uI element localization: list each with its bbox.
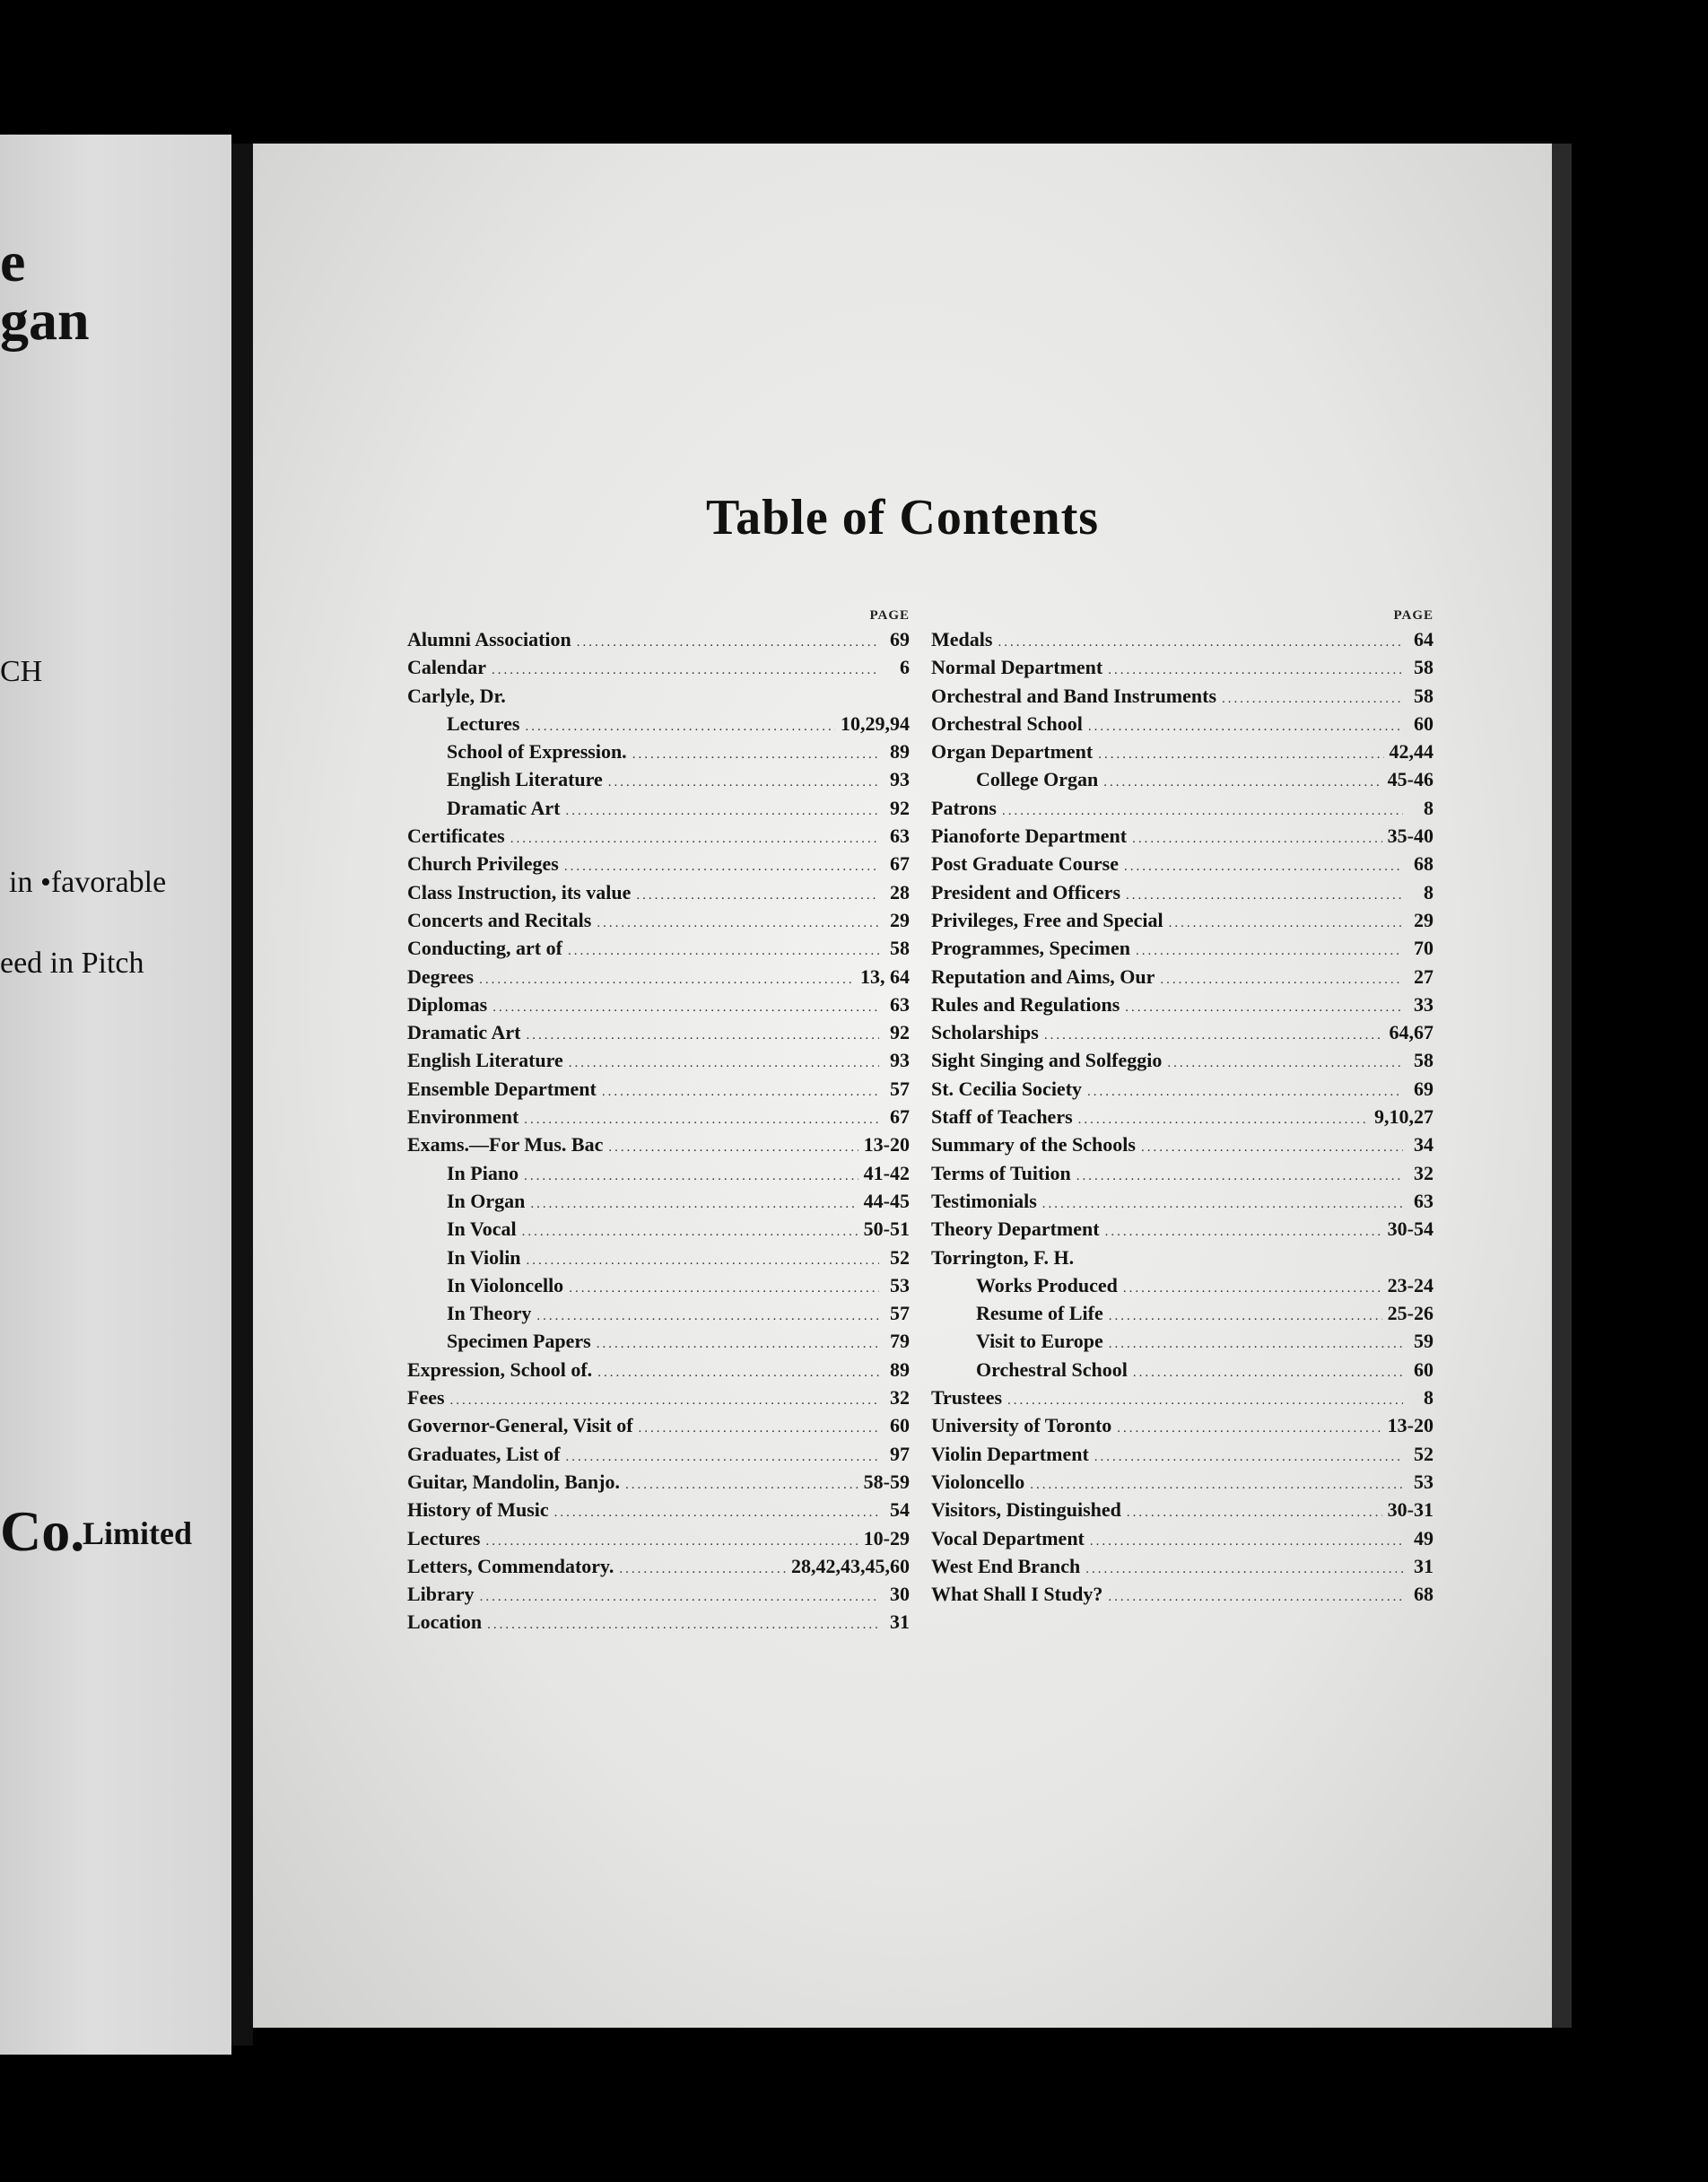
toc-entry-label: Environment — [407, 1105, 519, 1129]
toc-entry-label: President and Officers — [931, 880, 1121, 903]
toc-entry-page: 10-29 — [863, 1526, 910, 1549]
toc-entry-page: 13, 64 — [860, 964, 910, 988]
toc-entry-page: 70 — [1414, 937, 1434, 960]
toc-entry — [407, 934, 910, 962]
dot-leader — [1222, 685, 1403, 713]
toc-entry-page: 10,29,94 — [841, 711, 910, 735]
toc-entry-page: 68 — [1414, 1583, 1434, 1606]
page-column-header: PAGE — [869, 608, 910, 623]
toc-entry-label: What Shall I Study? — [931, 1583, 1103, 1606]
toc-entry-label: Dramatic Art — [447, 796, 561, 819]
toc-entry-label: Fees — [407, 1386, 445, 1410]
toc-entry — [931, 1130, 1434, 1158]
dot-leader — [639, 1415, 879, 1443]
toc-entry-label: Patrons — [931, 796, 997, 819]
toc-entry-page: 45-46 — [1387, 768, 1434, 791]
toc-entry-label: University of Toronto — [931, 1414, 1112, 1437]
toc-entry-label: Terms of Tuition — [931, 1161, 1071, 1184]
toc-entry-page: 63 — [1414, 1189, 1434, 1212]
toc-entry-page: 25-26 — [1387, 1302, 1434, 1325]
toc-entry-label: Diplomas — [407, 992, 488, 1016]
toc-entry-label: Testimonials — [931, 1189, 1037, 1212]
toc-entry — [931, 1215, 1434, 1243]
toc-entry-page: 69 — [1414, 1077, 1434, 1100]
toc-entry-page: 27 — [1414, 964, 1434, 988]
dot-leader — [625, 1471, 858, 1499]
toc-entry — [931, 934, 1434, 962]
toc-entry-label: Degrees — [407, 964, 475, 988]
toc-entry-label: Class Instruction, its value — [407, 880, 632, 903]
dot-leader — [487, 1611, 879, 1639]
page-edge-shadow — [1552, 144, 1572, 2028]
toc-entry — [931, 1271, 1434, 1299]
dot-leader — [569, 1050, 879, 1078]
toc-entry-label: Conducting, art of — [407, 937, 562, 960]
toc-entry-page: 64 — [1414, 628, 1434, 650]
toc-entry-page: 30-54 — [1387, 1218, 1434, 1241]
toc-entry — [931, 991, 1434, 1018]
toc-entry — [407, 1496, 910, 1523]
toc-entry-page: 32 — [890, 1386, 910, 1410]
toc-entry-label: Scholarships — [931, 1021, 1039, 1044]
facing-page-text: CH — [0, 655, 43, 688]
toc-entry — [407, 1552, 910, 1580]
toc-entry-label: Trustees — [931, 1386, 1003, 1410]
toc-entry — [407, 1524, 910, 1552]
dot-leader — [1136, 938, 1403, 965]
toc-entry-label: Works Produced — [976, 1273, 1118, 1296]
toc-entry-label: School of Expression. — [447, 740, 627, 764]
toc-entry-label: Letters, Commendatory. — [407, 1554, 614, 1577]
toc-entry-page: 58 — [890, 937, 910, 960]
toc-entry-label: Reputation and Aims, Our — [931, 964, 1155, 988]
toc-entry-label: Specimen Papers — [447, 1330, 591, 1353]
toc-entry-page: 57 — [890, 1302, 910, 1325]
toc-entry-label: Concerts and Recitals — [407, 908, 592, 931]
toc-entry-page: 42,44 — [1389, 740, 1434, 764]
toc-entry-label: Expression, School of. — [407, 1357, 593, 1381]
facing-page-text: Limited — [83, 1515, 192, 1551]
toc-entry — [407, 878, 910, 906]
toc-entry-page: 13-20 — [1387, 1414, 1434, 1437]
toc-entry-page: 53 — [1414, 1470, 1434, 1493]
toc-entry-page: 52 — [890, 1245, 910, 1269]
dot-leader — [510, 825, 879, 853]
toc-entry — [407, 1159, 910, 1187]
toc-entry — [931, 906, 1434, 934]
toc-entry — [407, 1468, 910, 1496]
toc-entry-label: Pianoforte Department — [931, 825, 1128, 848]
toc-entry — [407, 738, 910, 765]
dot-leader — [1167, 1050, 1403, 1078]
dot-leader — [1087, 1078, 1403, 1106]
toc-entry-label: Lectures — [407, 1526, 481, 1549]
toc-column-right — [931, 606, 1434, 1608]
dot-leader — [619, 1556, 786, 1584]
dot-leader — [597, 1331, 879, 1358]
dot-leader — [1094, 1444, 1403, 1471]
toc-entry-label: In Piano — [447, 1161, 519, 1184]
toc-entry — [407, 991, 910, 1018]
toc-entry-label: College Organ — [976, 768, 1099, 791]
toc-entry-page: 60 — [1414, 711, 1434, 735]
toc-entry — [931, 1468, 1434, 1496]
toc-entry — [931, 1440, 1434, 1468]
dot-leader — [480, 1584, 879, 1611]
toc-entry-page: 53 — [890, 1273, 910, 1296]
dot-leader — [602, 1078, 879, 1106]
dot-leader — [632, 741, 879, 769]
book-gutter — [231, 144, 253, 2046]
toc-entry-label: Alumni Association — [407, 628, 571, 650]
dot-leader — [608, 1134, 858, 1162]
dot-leader — [522, 1218, 858, 1246]
toc-entry-label: Orchestral School — [931, 711, 1083, 735]
dot-leader — [1127, 1499, 1382, 1527]
toc-entry-label: History of Music — [407, 1498, 549, 1522]
toc-entry-page: 63 — [890, 825, 910, 848]
toc-entry-label: Resume of Life — [976, 1302, 1103, 1325]
toc-entry-page: 35-40 — [1387, 825, 1434, 848]
toc-entry-label: English Literature — [447, 768, 603, 791]
toc-entry — [931, 1075, 1434, 1103]
toc-entry-label: Carlyle, Dr. — [407, 684, 506, 707]
toc-entry — [407, 765, 910, 793]
toc-entry-page: 60 — [1414, 1357, 1434, 1381]
toc-entry-label: Guitar, Mandolin, Banjo. — [407, 1470, 620, 1493]
toc-entry-page: 30-31 — [1387, 1498, 1434, 1522]
toc-entry — [407, 963, 910, 991]
toc-entry-label: Violin Department — [931, 1442, 1089, 1465]
toc-entry — [931, 1524, 1434, 1552]
toc-entry-label: Orchestral School — [976, 1357, 1128, 1381]
toc-entry — [931, 653, 1434, 681]
toc-entry-page: 13-20 — [863, 1133, 910, 1156]
toc-entry-label: Graduates, List of — [407, 1442, 561, 1465]
toc-entry-label: Orchestral and Band Instruments — [931, 684, 1217, 707]
toc-entry-page: 67 — [890, 852, 910, 876]
dot-leader — [1088, 713, 1403, 741]
toc-entry — [407, 906, 910, 934]
toc-entry — [931, 1244, 1434, 1271]
toc-entry-label: Vocal Department — [931, 1526, 1085, 1549]
toc-entry-label: West End Branch — [931, 1554, 1081, 1577]
toc-entry-page: 34 — [1414, 1133, 1434, 1156]
toc-entry-label: In Vocal — [447, 1218, 517, 1241]
toc-entry — [407, 1075, 910, 1103]
toc-entry-page: 58 — [1414, 1049, 1434, 1072]
toc-entry — [407, 1411, 910, 1439]
toc-entry — [931, 1356, 1434, 1383]
toc-entry-page: 58 — [1414, 684, 1434, 707]
dot-leader — [524, 1163, 858, 1191]
dot-leader — [1123, 1275, 1382, 1303]
dot-leader — [1108, 1584, 1403, 1611]
toc-entry-page: 8 — [1424, 796, 1434, 819]
toc-entry-page: 93 — [890, 768, 910, 791]
toc-entry-page: 79 — [890, 1330, 910, 1353]
toc-entry — [407, 1187, 910, 1215]
dot-leader — [1103, 769, 1381, 797]
toc-entry — [931, 1580, 1434, 1608]
toc-entry — [407, 1383, 910, 1411]
toc-entry — [407, 1018, 910, 1046]
toc-entry-page: 6 — [900, 656, 910, 679]
dot-leader — [1126, 882, 1403, 910]
toc-entry-label: In Theory — [447, 1302, 532, 1325]
toc-entry — [407, 1299, 910, 1327]
toc-entry — [931, 738, 1434, 765]
toc-entry-page: 89 — [890, 740, 910, 764]
dot-leader — [597, 1359, 879, 1387]
toc-entry-page: 28 — [890, 880, 910, 903]
toc-entry-label: Normal Department — [931, 656, 1103, 679]
toc-entry-page: 52 — [1414, 1442, 1434, 1465]
dot-leader — [636, 882, 879, 910]
dot-leader — [1141, 1134, 1403, 1162]
toc-entry-page: 41-42 — [863, 1161, 910, 1184]
toc-entry-page: 57 — [890, 1077, 910, 1100]
toc-entry — [931, 1411, 1434, 1439]
toc-entry-page: 92 — [890, 796, 910, 819]
toc-entry-page: 28,42,43,45,60 — [791, 1554, 910, 1577]
toc-entry — [407, 1580, 910, 1608]
toc-entry-page: 31 — [1414, 1554, 1434, 1577]
toc-entry-page: 59 — [1414, 1330, 1434, 1353]
page-column-header: PAGE — [1393, 608, 1434, 623]
toc-entry-label: Programmes, Specimen — [931, 937, 1130, 960]
page-title: Table of Contents — [705, 490, 1100, 546]
toc-entry — [931, 682, 1434, 710]
dot-leader — [568, 938, 879, 965]
toc-entry-label: Exams.—For Mus. Bac — [407, 1133, 604, 1156]
toc-entry-page: 8 — [1424, 1386, 1434, 1410]
dot-leader — [492, 994, 879, 1022]
toc-entry-page: 54 — [890, 1498, 910, 1522]
facing-page-text: eed in Pitch — [0, 947, 144, 980]
dot-leader — [1105, 1218, 1382, 1246]
toc-entry-label: Summary of the Schools — [931, 1133, 1136, 1156]
toc-entry-page: 60 — [890, 1414, 910, 1437]
facing-page-text: Co. — [0, 1499, 85, 1563]
facing-page-text: gan — [0, 288, 90, 352]
dot-leader — [1098, 741, 1383, 769]
toc-entry — [407, 1271, 910, 1299]
toc-entry-page: 49 — [1414, 1526, 1434, 1549]
toc-entry-label: St. Cecilia Society — [931, 1077, 1083, 1100]
dot-leader — [1125, 994, 1403, 1022]
dot-leader — [1133, 1359, 1403, 1387]
toc-entry — [931, 1327, 1434, 1355]
toc-entry — [407, 625, 910, 653]
dot-leader — [1169, 910, 1403, 938]
toc-entry — [407, 710, 910, 738]
toc-entry — [407, 1215, 910, 1243]
toc-entry — [407, 682, 910, 710]
toc-entry — [407, 822, 910, 850]
toc-entry-label: In Organ — [447, 1189, 526, 1212]
toc-entry — [931, 1299, 1434, 1327]
toc-entry-label: English Literature — [407, 1049, 563, 1072]
toc-entry-page: 93 — [890, 1049, 910, 1072]
toc-entry-page: 69 — [890, 628, 910, 650]
toc-entry-page: 89 — [890, 1357, 910, 1381]
dot-leader — [1160, 966, 1403, 994]
toc-entry — [407, 1046, 910, 1074]
toc-entry-label: Ensemble Department — [407, 1077, 597, 1100]
dot-leader — [608, 769, 879, 797]
toc-entry — [931, 1383, 1434, 1411]
toc-entry — [931, 878, 1434, 906]
toc-entry-label: Lectures — [447, 711, 520, 735]
dot-leader — [597, 910, 879, 938]
toc-entry-label: Medals — [931, 628, 993, 650]
toc-entry-label: Governor-General, Visit of — [407, 1414, 633, 1437]
toc-entry-label: Organ Department — [931, 740, 1094, 764]
dot-leader — [554, 1499, 879, 1527]
toc-entry-page: 30 — [890, 1583, 910, 1606]
toc-entry-label: Torrington, F. H. — [931, 1245, 1075, 1269]
toc-entry-page: 50-51 — [863, 1218, 910, 1241]
toc-entry-page: 29 — [890, 908, 910, 931]
toc-entry-page: 23-24 — [1387, 1273, 1434, 1296]
toc-entry-label: Rules and Regulations — [931, 992, 1120, 1016]
toc-entry — [931, 765, 1434, 793]
dot-leader — [526, 1022, 879, 1050]
toc-entry-page: 8 — [1424, 880, 1434, 903]
toc-entry-label: Location — [407, 1610, 483, 1634]
toc-entry-label: Calendar — [407, 656, 486, 679]
toc-entry — [407, 1103, 910, 1130]
toc-entry — [407, 653, 910, 681]
toc-entry-label: Theory Department — [931, 1218, 1100, 1241]
toc-entry — [407, 1440, 910, 1468]
dot-leader — [569, 1275, 879, 1303]
dot-leader — [1117, 1415, 1381, 1443]
toc-entry-label: Visit to Europe — [976, 1330, 1103, 1353]
facing-page-text: e — [0, 230, 26, 293]
dot-leader — [577, 629, 879, 657]
toc-entry-page: 29 — [1414, 908, 1434, 931]
dot-leader — [492, 657, 879, 685]
toc-entry-page: 97 — [890, 1442, 910, 1465]
toc-entry — [931, 1552, 1434, 1580]
toc-entry — [407, 794, 910, 822]
toc-entry-page: 63 — [890, 992, 910, 1016]
toc-entry — [931, 1187, 1434, 1215]
toc-entry-label: Dramatic Art — [407, 1021, 521, 1044]
toc-entry — [407, 1327, 910, 1355]
dot-leader — [1109, 1331, 1403, 1358]
toc-entry — [931, 963, 1434, 991]
toc-entry — [931, 1103, 1434, 1130]
toc-entry — [407, 1356, 910, 1383]
toc-entry-label: Staff of Teachers — [931, 1105, 1073, 1129]
toc-entry — [931, 822, 1434, 850]
facing-page-fragment — [0, 135, 231, 2055]
toc-entry — [931, 710, 1434, 738]
toc-entry — [407, 850, 910, 877]
dot-leader — [1085, 1556, 1403, 1584]
toc-entry — [931, 1018, 1434, 1046]
toc-entry-page: 32 — [1414, 1161, 1434, 1184]
dot-leader — [565, 798, 879, 825]
toc-entry — [407, 1244, 910, 1271]
toc-entry-page: 58 — [1414, 656, 1434, 679]
toc-entry-page: 44-45 — [863, 1189, 910, 1212]
toc-entry-page: 33 — [1414, 992, 1434, 1016]
toc-entry — [931, 1046, 1434, 1074]
toc-entry — [407, 1608, 910, 1636]
toc-entry-label: Post Graduate Course — [931, 852, 1119, 876]
toc-entry-label: Library — [407, 1583, 475, 1606]
toc-entry-label: Certificates — [407, 825, 505, 848]
table-of-contents-page — [253, 144, 1552, 2028]
toc-entry — [931, 1159, 1434, 1187]
toc-entry-label: Visitors, Distinguished — [931, 1498, 1121, 1522]
dot-leader — [1132, 825, 1382, 853]
toc-entry-page: 68 — [1414, 852, 1434, 876]
toc-entry — [931, 625, 1434, 653]
toc-entry-page: 58-59 — [863, 1470, 910, 1493]
dot-leader — [1076, 1163, 1403, 1191]
toc-entry-label: In Violoncello — [447, 1273, 564, 1296]
toc-entry-page: 64,67 — [1389, 1021, 1434, 1044]
dot-leader — [527, 1247, 879, 1275]
toc-entry — [407, 1130, 910, 1158]
toc-entry-label: Church Privileges — [407, 852, 559, 876]
toc-entry-page: 9,10,27 — [1374, 1105, 1434, 1129]
toc-column-left — [407, 606, 910, 1636]
toc-entry-page: 67 — [890, 1105, 910, 1129]
dot-leader — [1090, 1528, 1403, 1556]
toc-entry — [931, 1496, 1434, 1523]
dot-leader — [479, 966, 855, 994]
toc-entry — [931, 794, 1434, 822]
toc-entry-label: Violoncello — [931, 1470, 1025, 1493]
toc-entry-page: 31 — [890, 1610, 910, 1634]
toc-entry — [931, 850, 1434, 877]
toc-entry-label: In Violin — [447, 1245, 521, 1269]
dot-leader — [1109, 1303, 1382, 1331]
toc-entry-label: Privileges, Free and Special — [931, 908, 1163, 931]
facing-page-text: in •favorable — [9, 866, 167, 899]
toc-entry-page: 92 — [890, 1021, 910, 1044]
dot-leader — [530, 1191, 858, 1218]
dot-leader — [1124, 853, 1403, 881]
toc-entry-label: Sight Singing and Solfeggio — [931, 1049, 1163, 1072]
